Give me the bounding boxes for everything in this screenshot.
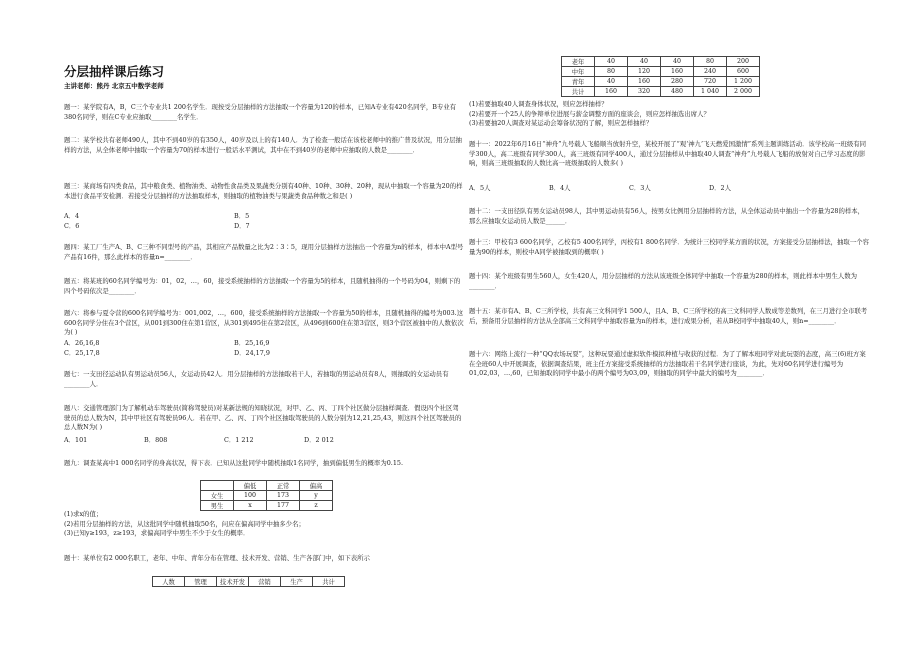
table-cell: 120 [628,67,661,77]
option: D．2人 [709,184,731,192]
option: D．24,17,9 [234,348,270,357]
table-cell: 160 [661,67,694,77]
table-cell: 技术开发 [217,577,249,587]
table-cell: 177 [267,501,300,511]
height-table [200,480,333,511]
table-cell: 生产 [281,577,313,587]
table-cell: 营销 [249,577,281,587]
option: C．1 212 [224,436,254,444]
question-3-options [64,212,464,231]
option: B．5 [234,212,250,220]
table-row [562,87,760,97]
table-cell: 1 200 [727,77,760,87]
option: C．25,17,8 [64,348,100,357]
table-cell: 管理 [185,577,217,587]
table-cell: 40 [595,77,628,87]
table-cell: 100 [234,491,267,501]
table-cell: 240 [694,67,727,77]
teacher-info: 主讲老师：熊丹 北京五中数学老师 [64,82,164,90]
table-cell: 200 [727,57,760,67]
table-row [201,481,333,491]
question-3: 题三：某商场有四类食品，其中粮食类、植物油类、动物性食品类及果蔬类分别有40种、10种、30种、20种，现从中抽取一个容量为20的样本进行食品平安检测．若接受分层抽样的方法抽取样本，则抽取的植物油类与果蔬类食品种数之和是( ) [64,182,463,200]
table-row [201,501,333,511]
question-2: 题二：某学校共有老师490人，其中不到40岁的有350人，40岁及以上的有140人．为了检查一般话在该校老师中的推广普及状况，用分层抽样的方法，从全体老师中抽取一个容量为70的样本进行一般话水平测试，其中在不到40岁的老师中应抽取的人数是________． [64,136,462,154]
staff-table [561,56,760,97]
table-cell: 2 000 [727,87,760,97]
staff-table-header [152,576,345,587]
table-cell: 老年 [562,57,595,67]
table-cell: 80 [595,67,628,77]
table-cell: 40 [595,57,628,67]
question-13: 题十三：甲校有3 600名同学，乙校有5 400名同学，丙校有1 800名同学．为统计三校同学某方面的状况，方案接受分层抽样法，抽取一个容量为90的样本，则校中A同学被抽取到的概率( ) [469,238,869,256]
table-cell: y [300,491,333,501]
question-11: 题十一：2022年6月16日“神舟”九号载人飞船顺当放射升空，某校开展了“观‘神九’飞天燃爱国激情”系列主题训练活动．该学校高一班级有同学300人，高二班级有同学300人，高三班级有同学400人，通过分层抽样从中抽取40人调查“神舟”九号载人飞船的放射对自己学习态度的影响，则高三班级抽取的人数比高一班级抽取的人数多( ) [469,140,867,168]
option: B．25,16,9 [234,339,270,347]
table-cell: 共计 [562,87,595,97]
table-cell: 480 [661,87,694,97]
sub-question: (3)若要抽20人调查对某运动会筹备状况的了解，则应怎样抽样？ [469,119,653,128]
question-9: 题九：调查某高中1 000名同学的身高状况，得下表．已知从这批同学中随机抽取1名同学，抽到偏低男生的概率为0.15. [64,459,403,467]
table-cell: 160 [628,77,661,87]
option: A．101 [64,436,88,444]
option: A．26,16,8 [64,339,100,347]
table-cell: 80 [694,57,727,67]
question-4: 题四：某工厂生产A、B、C三种不同型号的产品，其相应产品数量之比为2∶3∶5，现用分层抽样方法抽出一个容量为n的样本，样本中A型号产品有16件，那么此样本的容量n=________． [64,243,464,261]
table-cell: x [234,501,267,511]
table-cell: 40 [661,57,694,67]
table-cell: 男生 [201,501,234,511]
table-cell: z [300,501,333,511]
question-1: 题一：某学院有A，B，C三个专业共1 200名学生．现按受分层抽样的方法抽取一个容量为120的样本，已知A专业有420名同学，B专业有380名同学，则在C专业应抽取________名学生． [64,103,457,121]
sub-question: (2)若用分层抽样的方法，从这批同学中随机抽取50名，问应在偏高同学中抽多少名； [64,519,305,528]
table-cell: 173 [267,491,300,501]
option: A．4 [64,212,80,220]
table-row [562,77,760,87]
table-row [201,491,333,501]
option: D．7 [234,221,250,230]
question-12: 题十二：一支田径队有男女运动员98人，其中男运动员有56人，按男女比例用分层抽样的方法，从全体运动员中抽出一个容量为28的样本，那么应抽取女运动员人数是______． [469,207,865,225]
table-cell: 160 [595,87,628,97]
question-14: 题十四：某个班级有男生560人，女生420人，用分层抽样的方法从该班级全体同学中抽取一个容量为280的样本，则此样本中男生人数为________． [469,272,858,290]
question-10-subquestions [469,100,869,129]
option: C．3人 [629,184,651,192]
table-cell: 600 [727,67,760,77]
table-cell: 720 [694,77,727,87]
table-cell: 女生 [201,491,234,501]
question-8: 题八：交通管理部门为了解机动车驾驶员(简称驾驶员)对某新法规的知晓状况，对甲、乙、丙、丁四个社区做分层抽样调查．假设四个社区驾驶员的总人数为N，其中甲社区有驾驶员96人．若在甲、乙、丙、丁四个社区抽取驾驶员的人数分别为12,21,25,43，则这四个社区驾驶员的总人数N为( ) [64,404,462,432]
table-cell: 青年 [562,77,595,87]
option: B．4人 [549,184,571,192]
table-cell: 偏低 [234,481,267,491]
question-6: 题六：将参与夏令营的600名同学编号为：001,002，…，600，接受系统抽样的方法抽取一个容量为50的样本，且随机抽得的编号为003.这600名同学分住在3个营区，从001到300住在第1营区，从301到495住在第2营区，从496到600住在第3营区，则3个营区被抽中的人数依次为( ) [64,309,464,337]
table-cell: 偏高 [300,481,333,491]
question-10: 题十：某单位有2 000名职工，老年、中年、青年分布在管理、技术开发、营销、生产各部门中，如下表所示 [64,554,370,562]
table-cell: 中年 [562,67,595,77]
question-11-options [469,184,869,194]
question-9-subquestions [64,510,464,539]
question-5: 题五：将某班的60名同学编号为：01，02，…，60，接受系统抽样的方法抽取一个容量为5的样本，且随机抽得的一个号码为04，则剩下的四个号码依次是________． [64,277,461,295]
option: D．2 012 [304,436,334,444]
table-cell: 280 [661,77,694,87]
option: C．6 [64,221,80,230]
table-cell: 共计 [313,577,345,587]
table-cell: 1 040 [694,87,727,97]
question-7: 题七：一支田径运动队有男运动员56人，女运动员42人．用分层抽样的方法抽取若干人，若抽取的男运动员有8人，则抽取的女运动员有________人． [64,370,449,388]
table-row [562,67,760,77]
sub-question: (1)求x的值； [64,510,103,518]
question-16: 题十六：网络上流行一种“QQ农场玩耍”，这种玩耍通过虚拟软件模拟种植与收获的过程．为了了解本班同学对此玩耍的态度，高三(6)班方案在全班60人中开展调查，依据调查结果，班主任方案接受系统抽样的方法抽取若干名同学进行座谈，为此，先对60名同学进行编号为01,02,03，…,60，已知抽取的同学中最小的两个编号为03,09，则抽取的同学中最大的编号为________． [469,350,866,378]
question-8-options [64,436,464,446]
option: B．808 [144,436,168,444]
table-cell: 人数 [153,577,185,587]
sub-question: (1)若要抽取40人调查身体状况，则应怎样抽样？ [469,100,608,108]
table-cell: 正常 [267,481,300,491]
page-title: 分层抽样课后练习 [64,64,165,79]
table-row [562,57,760,67]
table-cell [201,481,234,491]
option: A．5人 [469,184,491,192]
table-row [153,577,345,587]
question-15: 题十五：某市有A、B、C三所学校，共有高三文科同学1 500人，且A、B、C三所学校的高三文科同学人数成等差数列，在三月进行全市联考后，预备用分层抽样的方法从全部高三文科同学中抽取容量为n的样本，进行成果分析，若从B校同学中抽取40人，则n=________． [469,307,868,325]
sub-question: (3)已知y≥193，z≥193，求偏高同学中男生不少于女生的概率． [64,529,250,538]
table-cell: 40 [628,57,661,67]
table-cell: 320 [628,87,661,97]
sub-question: (2)若要开一个25人的争辩单位进展与薪金调整方面的座谈会，则应怎样抽选出席人？ [469,109,710,118]
question-6-options [64,339,464,358]
